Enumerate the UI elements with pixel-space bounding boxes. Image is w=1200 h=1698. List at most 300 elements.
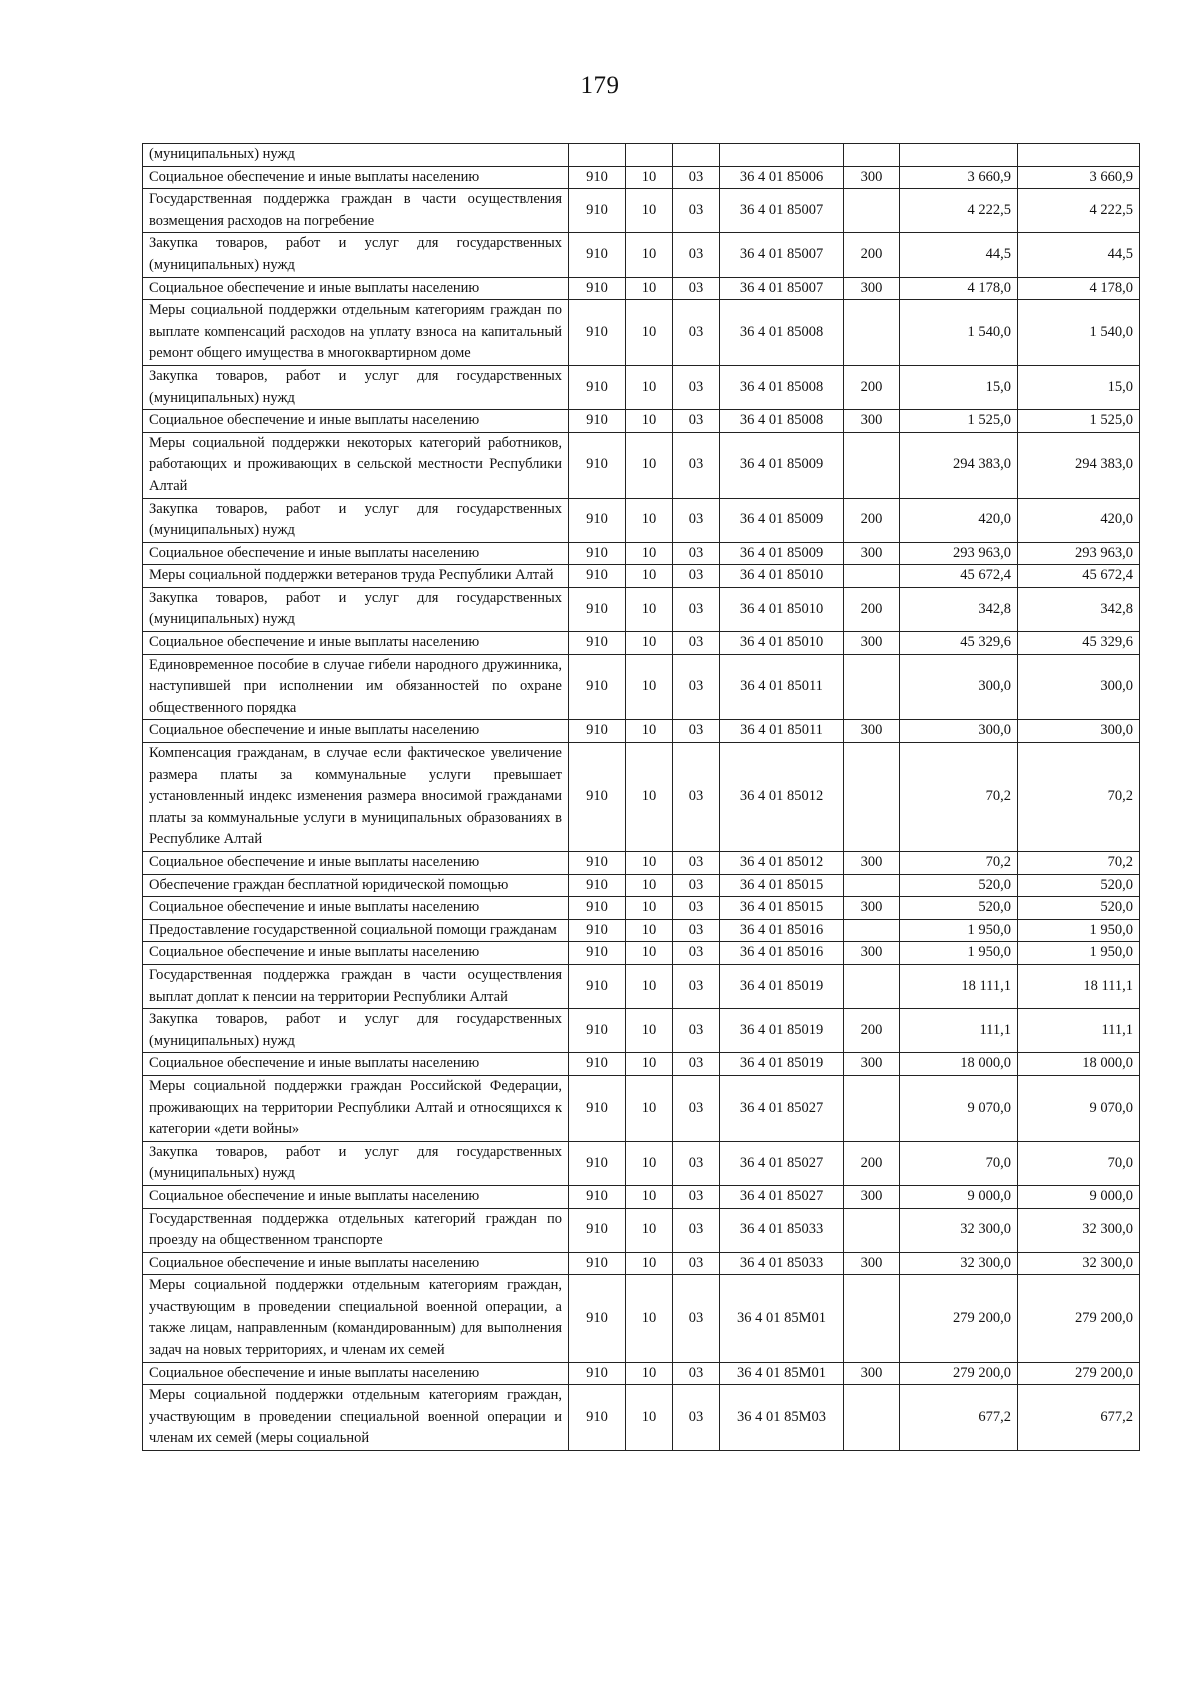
table-body <box>143 144 1140 1451</box>
section-cell: 10 <box>626 1141 673 1185</box>
target-article-cell: 36 4 01 85012 <box>720 743 844 852</box>
amount-cell-1: 3 660,9 <box>900 166 1018 189</box>
row-name-cell: Государственная поддержка граждан в части осуществления выплат доплат к пенсии на территории Республики Алтай <box>143 964 569 1008</box>
expense-type-cell: 300 <box>844 542 900 565</box>
amount-cell-1: 1 950,0 <box>900 942 1018 965</box>
grbs-cell: 910 <box>569 1141 626 1185</box>
row-name-cell: Меры социальной поддержки отдельным категориям граждан, участвующим в проведении специальной военной операции, а также лицам, направленным (командированным) для выполнения задач на новых территориях, и членам их семей <box>143 1275 569 1362</box>
row-name-cell: Компенсация гражданам, в случае если фактическое увеличение размера платы за коммунальные услуги превышает установленный индекс изменения размера вносимой гражданами платы за коммунальные услуги в муниципальных образованиях в Республике Алтай <box>143 743 569 852</box>
amount-cell-2: 1 540,0 <box>1018 300 1140 366</box>
grbs-cell: 910 <box>569 233 626 277</box>
expense-type-cell <box>844 189 900 233</box>
expense-type-cell <box>844 144 900 167</box>
amount-cell-1 <box>900 144 1018 167</box>
budget-table <box>142 143 1140 1451</box>
table-row <box>143 897 1140 920</box>
table-row <box>143 498 1140 542</box>
table-row <box>143 587 1140 631</box>
table-row <box>143 1275 1140 1362</box>
table-row <box>143 1053 1140 1076</box>
amount-cell-1: 1 950,0 <box>900 919 1018 942</box>
amount-cell-2: 4 222,5 <box>1018 189 1140 233</box>
target-article-cell: 36 4 01 85007 <box>720 277 844 300</box>
table-row <box>143 565 1140 588</box>
section-cell: 10 <box>626 1053 673 1076</box>
expense-type-cell: 300 <box>844 166 900 189</box>
grbs-cell: 910 <box>569 166 626 189</box>
expense-type-cell <box>844 1385 900 1451</box>
amount-cell-1: 300,0 <box>900 654 1018 720</box>
row-name-cell: Социальное обеспечение и иные выплаты населению <box>143 1252 569 1275</box>
grbs-cell: 910 <box>569 565 626 588</box>
row-name-cell: Меры социальной поддержки отдельным категориям граждан по выплате компенсаций расходов на уплату взноса на капитальный ремонт общего имущества в многоквартирном доме <box>143 300 569 366</box>
table-row <box>143 166 1140 189</box>
grbs-cell: 910 <box>569 365 626 409</box>
grbs-cell: 910 <box>569 1275 626 1362</box>
section-cell: 10 <box>626 1385 673 1451</box>
grbs-cell: 910 <box>569 964 626 1008</box>
row-name-cell: Меры социальной поддержки некоторых категорий работников, работающих и проживающих в сельской местности Республики Алтай <box>143 432 569 498</box>
section-cell: 10 <box>626 919 673 942</box>
subsection-cell: 03 <box>673 1252 720 1275</box>
section-cell: 10 <box>626 233 673 277</box>
row-name-cell: Государственная поддержка отдельных категорий граждан по проезду на общественном транспорте <box>143 1208 569 1252</box>
grbs-cell <box>569 144 626 167</box>
target-article-cell: 36 4 01 85012 <box>720 852 844 875</box>
target-article-cell: 36 4 01 85027 <box>720 1075 844 1141</box>
grbs-cell: 910 <box>569 1009 626 1053</box>
row-name-cell: Закупка товаров, работ и услуг для государственных (муниципальных) нужд <box>143 233 569 277</box>
subsection-cell <box>673 144 720 167</box>
row-name-cell: Единовременное пособие в случае гибели народного дружинника, наступившей при исполнении им обязанностей по охране общественного порядка <box>143 654 569 720</box>
section-cell: 10 <box>626 632 673 655</box>
section-cell: 10 <box>626 300 673 366</box>
amount-cell-2: 294 383,0 <box>1018 432 1140 498</box>
row-name-cell: Социальное обеспечение и иные выплаты населению <box>143 1185 569 1208</box>
section-cell: 10 <box>626 587 673 631</box>
amount-cell-2: 1 950,0 <box>1018 942 1140 965</box>
grbs-cell: 910 <box>569 720 626 743</box>
amount-cell-1: 9 000,0 <box>900 1185 1018 1208</box>
target-article-cell: 36 4 01 85016 <box>720 942 844 965</box>
subsection-cell: 03 <box>673 942 720 965</box>
row-name-cell: Социальное обеспечение и иные выплаты населению <box>143 166 569 189</box>
row-name-cell: Социальное обеспечение и иные выплаты населению <box>143 410 569 433</box>
row-name-cell: Закупка товаров, работ и услуг для государственных (муниципальных) нужд <box>143 365 569 409</box>
grbs-cell: 910 <box>569 300 626 366</box>
amount-cell-1: 44,5 <box>900 233 1018 277</box>
table-row <box>143 1075 1140 1141</box>
target-article-cell: 36 4 01 85006 <box>720 166 844 189</box>
table-row <box>143 189 1140 233</box>
grbs-cell: 910 <box>569 632 626 655</box>
expense-type-cell: 200 <box>844 1009 900 1053</box>
target-article-cell: 36 4 01 85008 <box>720 300 844 366</box>
row-name-cell: Социальное обеспечение и иные выплаты населению <box>143 1053 569 1076</box>
amount-cell-1: 293 963,0 <box>900 542 1018 565</box>
subsection-cell: 03 <box>673 189 720 233</box>
amount-cell-2: 18 000,0 <box>1018 1053 1140 1076</box>
amount-cell-2: 44,5 <box>1018 233 1140 277</box>
subsection-cell: 03 <box>673 565 720 588</box>
subsection-cell: 03 <box>673 498 720 542</box>
grbs-cell: 910 <box>569 654 626 720</box>
amount-cell-2: 1 950,0 <box>1018 919 1140 942</box>
section-cell: 10 <box>626 166 673 189</box>
amount-cell-2: 4 178,0 <box>1018 277 1140 300</box>
section-cell: 10 <box>626 897 673 920</box>
amount-cell-2: 342,8 <box>1018 587 1140 631</box>
grbs-cell: 910 <box>569 743 626 852</box>
row-name-cell: Закупка товаров, работ и услуг для государственных (муниципальных) нужд <box>143 1009 569 1053</box>
subsection-cell: 03 <box>673 1185 720 1208</box>
subsection-cell: 03 <box>673 1275 720 1362</box>
section-cell: 10 <box>626 1075 673 1141</box>
amount-cell-1: 1 540,0 <box>900 300 1018 366</box>
section-cell: 10 <box>626 743 673 852</box>
section-cell: 10 <box>626 1185 673 1208</box>
amount-cell-1: 70,0 <box>900 1141 1018 1185</box>
target-article-cell: 36 4 01 85016 <box>720 919 844 942</box>
expense-type-cell: 200 <box>844 1141 900 1185</box>
target-article-cell: 36 4 01 85М01 <box>720 1362 844 1385</box>
amount-cell-2: 420,0 <box>1018 498 1140 542</box>
expense-type-cell: 300 <box>844 1053 900 1076</box>
amount-cell-1: 15,0 <box>900 365 1018 409</box>
expense-type-cell <box>844 874 900 897</box>
amount-cell-1: 420,0 <box>900 498 1018 542</box>
target-article-cell: 36 4 01 85009 <box>720 498 844 542</box>
subsection-cell: 03 <box>673 897 720 920</box>
section-cell: 10 <box>626 432 673 498</box>
amount-cell-1: 45 672,4 <box>900 565 1018 588</box>
row-name-cell: (муниципальных) нужд <box>143 144 569 167</box>
amount-cell-1: 18 111,1 <box>900 964 1018 1008</box>
table-row <box>143 432 1140 498</box>
row-name-cell: Меры социальной поддержки граждан Российской Федерации, проживающих на территории Республики Алтай и относящихся к категории «дети войны» <box>143 1075 569 1141</box>
expense-type-cell: 300 <box>844 632 900 655</box>
target-article-cell: 36 4 01 85М01 <box>720 1275 844 1362</box>
table-row <box>143 144 1140 167</box>
expense-type-cell <box>844 300 900 366</box>
subsection-cell: 03 <box>673 1362 720 1385</box>
subsection-cell: 03 <box>673 1009 720 1053</box>
subsection-cell: 03 <box>673 1385 720 1451</box>
subsection-cell: 03 <box>673 300 720 366</box>
amount-cell-2: 520,0 <box>1018 897 1140 920</box>
target-article-cell: 36 4 01 85011 <box>720 654 844 720</box>
grbs-cell: 910 <box>569 542 626 565</box>
amount-cell-2: 70,0 <box>1018 1141 1140 1185</box>
section-cell: 10 <box>626 1275 673 1362</box>
subsection-cell: 03 <box>673 587 720 631</box>
section-cell: 10 <box>626 654 673 720</box>
subsection-cell: 03 <box>673 852 720 875</box>
table-row <box>143 852 1140 875</box>
grbs-cell: 910 <box>569 897 626 920</box>
row-name-cell: Обеспечение граждан бесплатной юридической помощью <box>143 874 569 897</box>
amount-cell-2: 111,1 <box>1018 1009 1140 1053</box>
amount-cell-1: 32 300,0 <box>900 1252 1018 1275</box>
grbs-cell: 910 <box>569 1053 626 1076</box>
row-name-cell: Социальное обеспечение и иные выплаты населению <box>143 897 569 920</box>
amount-cell-1: 300,0 <box>900 720 1018 743</box>
grbs-cell: 910 <box>569 410 626 433</box>
row-name-cell: Закупка товаров, работ и услуг для государственных (муниципальных) нужд <box>143 587 569 631</box>
expense-type-cell <box>844 565 900 588</box>
grbs-cell: 910 <box>569 942 626 965</box>
expense-type-cell <box>844 919 900 942</box>
amount-cell-1: 70,2 <box>900 852 1018 875</box>
grbs-cell: 910 <box>569 277 626 300</box>
expense-type-cell <box>844 1275 900 1362</box>
amount-cell-2: 70,2 <box>1018 852 1140 875</box>
expense-type-cell: 300 <box>844 1252 900 1275</box>
section-cell: 10 <box>626 1009 673 1053</box>
row-name-cell: Социальное обеспечение и иные выплаты населению <box>143 942 569 965</box>
section-cell: 10 <box>626 365 673 409</box>
amount-cell-2: 3 660,9 <box>1018 166 1140 189</box>
subsection-cell: 03 <box>673 432 720 498</box>
grbs-cell: 910 <box>569 432 626 498</box>
expense-type-cell: 300 <box>844 720 900 743</box>
table-row <box>143 300 1140 366</box>
amount-cell-1: 342,8 <box>900 587 1018 631</box>
target-article-cell: 36 4 01 85015 <box>720 874 844 897</box>
table-row <box>143 233 1140 277</box>
table-row <box>143 632 1140 655</box>
section-cell: 10 <box>626 1208 673 1252</box>
grbs-cell: 910 <box>569 919 626 942</box>
page-number: 179 <box>580 72 620 99</box>
subsection-cell: 03 <box>673 919 720 942</box>
target-article-cell: 36 4 01 85009 <box>720 432 844 498</box>
table-row <box>143 874 1140 897</box>
amount-cell-2: 300,0 <box>1018 654 1140 720</box>
section-cell: 10 <box>626 720 673 743</box>
expense-type-cell: 200 <box>844 365 900 409</box>
subsection-cell: 03 <box>673 277 720 300</box>
row-name-cell: Социальное обеспечение и иные выплаты населению <box>143 632 569 655</box>
amount-cell-2: 300,0 <box>1018 720 1140 743</box>
section-cell <box>626 144 673 167</box>
amount-cell-1: 18 000,0 <box>900 1053 1018 1076</box>
grbs-cell: 910 <box>569 587 626 631</box>
expense-type-cell <box>844 1075 900 1141</box>
target-article-cell: 36 4 01 85007 <box>720 233 844 277</box>
row-name-cell: Социальное обеспечение и иные выплаты населению <box>143 277 569 300</box>
target-article-cell: 36 4 01 85027 <box>720 1185 844 1208</box>
table-row <box>143 277 1140 300</box>
table-row <box>143 654 1140 720</box>
section-cell: 10 <box>626 874 673 897</box>
section-cell: 10 <box>626 964 673 1008</box>
amount-cell-1: 520,0 <box>900 874 1018 897</box>
amount-cell-1: 45 329,6 <box>900 632 1018 655</box>
table-row <box>143 964 1140 1008</box>
section-cell: 10 <box>626 277 673 300</box>
table-row <box>143 1252 1140 1275</box>
target-article-cell: 36 4 01 85019 <box>720 1009 844 1053</box>
table-row <box>143 1208 1140 1252</box>
amount-cell-2: 293 963,0 <box>1018 542 1140 565</box>
target-article-cell: 36 4 01 85027 <box>720 1141 844 1185</box>
target-article-cell: 36 4 01 85М03 <box>720 1385 844 1451</box>
section-cell: 10 <box>626 498 673 542</box>
amount-cell-1: 294 383,0 <box>900 432 1018 498</box>
table-row <box>143 720 1140 743</box>
expense-type-cell: 300 <box>844 1185 900 1208</box>
amount-cell-1: 4 178,0 <box>900 277 1018 300</box>
subsection-cell: 03 <box>673 166 720 189</box>
table-row <box>143 1185 1140 1208</box>
table-row <box>143 1362 1140 1385</box>
table-row <box>143 942 1140 965</box>
amount-cell-1: 279 200,0 <box>900 1362 1018 1385</box>
target-article-cell: 36 4 01 85010 <box>720 632 844 655</box>
grbs-cell: 910 <box>569 498 626 542</box>
row-name-cell: Социальное обеспечение и иные выплаты населению <box>143 542 569 565</box>
amount-cell-2: 279 200,0 <box>1018 1275 1140 1362</box>
section-cell: 10 <box>626 852 673 875</box>
amount-cell-2: 70,2 <box>1018 743 1140 852</box>
grbs-cell: 910 <box>569 1385 626 1451</box>
expense-type-cell <box>844 964 900 1008</box>
subsection-cell: 03 <box>673 233 720 277</box>
section-cell: 10 <box>626 542 673 565</box>
subsection-cell: 03 <box>673 1053 720 1076</box>
table-row <box>143 1009 1140 1053</box>
row-name-cell: Меры социальной поддержки ветеранов труда Республики Алтай <box>143 565 569 588</box>
amount-cell-2: 279 200,0 <box>1018 1362 1140 1385</box>
amount-cell-2: 32 300,0 <box>1018 1252 1140 1275</box>
expense-type-cell <box>844 654 900 720</box>
subsection-cell: 03 <box>673 743 720 852</box>
grbs-cell: 910 <box>569 1075 626 1141</box>
amount-cell-2: 45 672,4 <box>1018 565 1140 588</box>
amount-cell-2: 32 300,0 <box>1018 1208 1140 1252</box>
subsection-cell: 03 <box>673 1075 720 1141</box>
amount-cell-1: 111,1 <box>900 1009 1018 1053</box>
target-article-cell: 36 4 01 85019 <box>720 1053 844 1076</box>
row-name-cell: Меры социальной поддержки отдельным категориям граждан, участвующим в проведении специальной военной операции и членам их семей (меры социальной <box>143 1385 569 1451</box>
target-article-cell: 36 4 01 85008 <box>720 365 844 409</box>
target-article-cell: 36 4 01 85019 <box>720 964 844 1008</box>
expense-type-cell: 300 <box>844 277 900 300</box>
amount-cell-1: 677,2 <box>900 1385 1018 1451</box>
subsection-cell: 03 <box>673 365 720 409</box>
section-cell: 10 <box>626 942 673 965</box>
grbs-cell: 910 <box>569 874 626 897</box>
row-name-cell: Государственная поддержка граждан в части осуществления возмещения расходов на погребение <box>143 189 569 233</box>
amount-cell-1: 9 070,0 <box>900 1075 1018 1141</box>
grbs-cell: 910 <box>569 189 626 233</box>
target-article-cell: 36 4 01 85010 <box>720 565 844 588</box>
amount-cell-2: 15,0 <box>1018 365 1140 409</box>
amount-cell-2: 9 070,0 <box>1018 1075 1140 1141</box>
table-row <box>143 743 1140 852</box>
subsection-cell: 03 <box>673 964 720 1008</box>
target-article-cell: 36 4 01 85009 <box>720 542 844 565</box>
row-name-cell: Социальное обеспечение и иные выплаты населению <box>143 1362 569 1385</box>
grbs-cell: 910 <box>569 1185 626 1208</box>
expense-type-cell <box>844 1208 900 1252</box>
target-article-cell: 36 4 01 85008 <box>720 410 844 433</box>
section-cell: 10 <box>626 1252 673 1275</box>
grbs-cell: 910 <box>569 1362 626 1385</box>
expense-type-cell <box>844 743 900 852</box>
table-row <box>143 1141 1140 1185</box>
target-article-cell <box>720 144 844 167</box>
row-name-cell: Социальное обеспечение и иные выплаты населению <box>143 852 569 875</box>
grbs-cell: 910 <box>569 852 626 875</box>
subsection-cell: 03 <box>673 874 720 897</box>
table-row <box>143 410 1140 433</box>
row-name-cell: Закупка товаров, работ и услуг для государственных (муниципальных) нужд <box>143 498 569 542</box>
row-name-cell: Закупка товаров, работ и услуг для государственных (муниципальных) нужд <box>143 1141 569 1185</box>
row-name-cell: Предоставление государственной социальной помощи гражданам <box>143 919 569 942</box>
subsection-cell: 03 <box>673 654 720 720</box>
target-article-cell: 36 4 01 85033 <box>720 1252 844 1275</box>
amount-cell-1: 520,0 <box>900 897 1018 920</box>
amount-cell-1: 4 222,5 <box>900 189 1018 233</box>
target-article-cell: 36 4 01 85015 <box>720 897 844 920</box>
expense-type-cell: 300 <box>844 410 900 433</box>
table-row <box>143 1385 1140 1451</box>
expense-type-cell: 200 <box>844 498 900 542</box>
section-cell: 10 <box>626 410 673 433</box>
subsection-cell: 03 <box>673 1141 720 1185</box>
table-row <box>143 542 1140 565</box>
table-row <box>143 919 1140 942</box>
target-article-cell: 36 4 01 85010 <box>720 587 844 631</box>
amount-cell-2 <box>1018 144 1140 167</box>
target-article-cell: 36 4 01 85033 <box>720 1208 844 1252</box>
amount-cell-2: 520,0 <box>1018 874 1140 897</box>
amount-cell-2: 9 000,0 <box>1018 1185 1140 1208</box>
expense-type-cell: 300 <box>844 852 900 875</box>
amount-cell-1: 70,2 <box>900 743 1018 852</box>
target-article-cell: 36 4 01 85007 <box>720 189 844 233</box>
row-name-cell: Социальное обеспечение и иные выплаты населению <box>143 720 569 743</box>
expense-type-cell: 200 <box>844 233 900 277</box>
expense-type-cell <box>844 432 900 498</box>
grbs-cell: 910 <box>569 1208 626 1252</box>
amount-cell-2: 18 111,1 <box>1018 964 1140 1008</box>
amount-cell-2: 677,2 <box>1018 1385 1140 1451</box>
subsection-cell: 03 <box>673 632 720 655</box>
target-article-cell: 36 4 01 85011 <box>720 720 844 743</box>
expense-type-cell: 300 <box>844 942 900 965</box>
amount-cell-1: 32 300,0 <box>900 1208 1018 1252</box>
expense-type-cell: 300 <box>844 1362 900 1385</box>
subsection-cell: 03 <box>673 1208 720 1252</box>
grbs-cell: 910 <box>569 1252 626 1275</box>
section-cell: 10 <box>626 565 673 588</box>
subsection-cell: 03 <box>673 720 720 743</box>
subsection-cell: 03 <box>673 542 720 565</box>
section-cell: 10 <box>626 189 673 233</box>
amount-cell-2: 45 329,6 <box>1018 632 1140 655</box>
expense-type-cell: 300 <box>844 897 900 920</box>
section-cell: 10 <box>626 1362 673 1385</box>
subsection-cell: 03 <box>673 410 720 433</box>
amount-cell-2: 1 525,0 <box>1018 410 1140 433</box>
amount-cell-1: 279 200,0 <box>900 1275 1018 1362</box>
table-row <box>143 365 1140 409</box>
amount-cell-1: 1 525,0 <box>900 410 1018 433</box>
expense-type-cell: 200 <box>844 587 900 631</box>
